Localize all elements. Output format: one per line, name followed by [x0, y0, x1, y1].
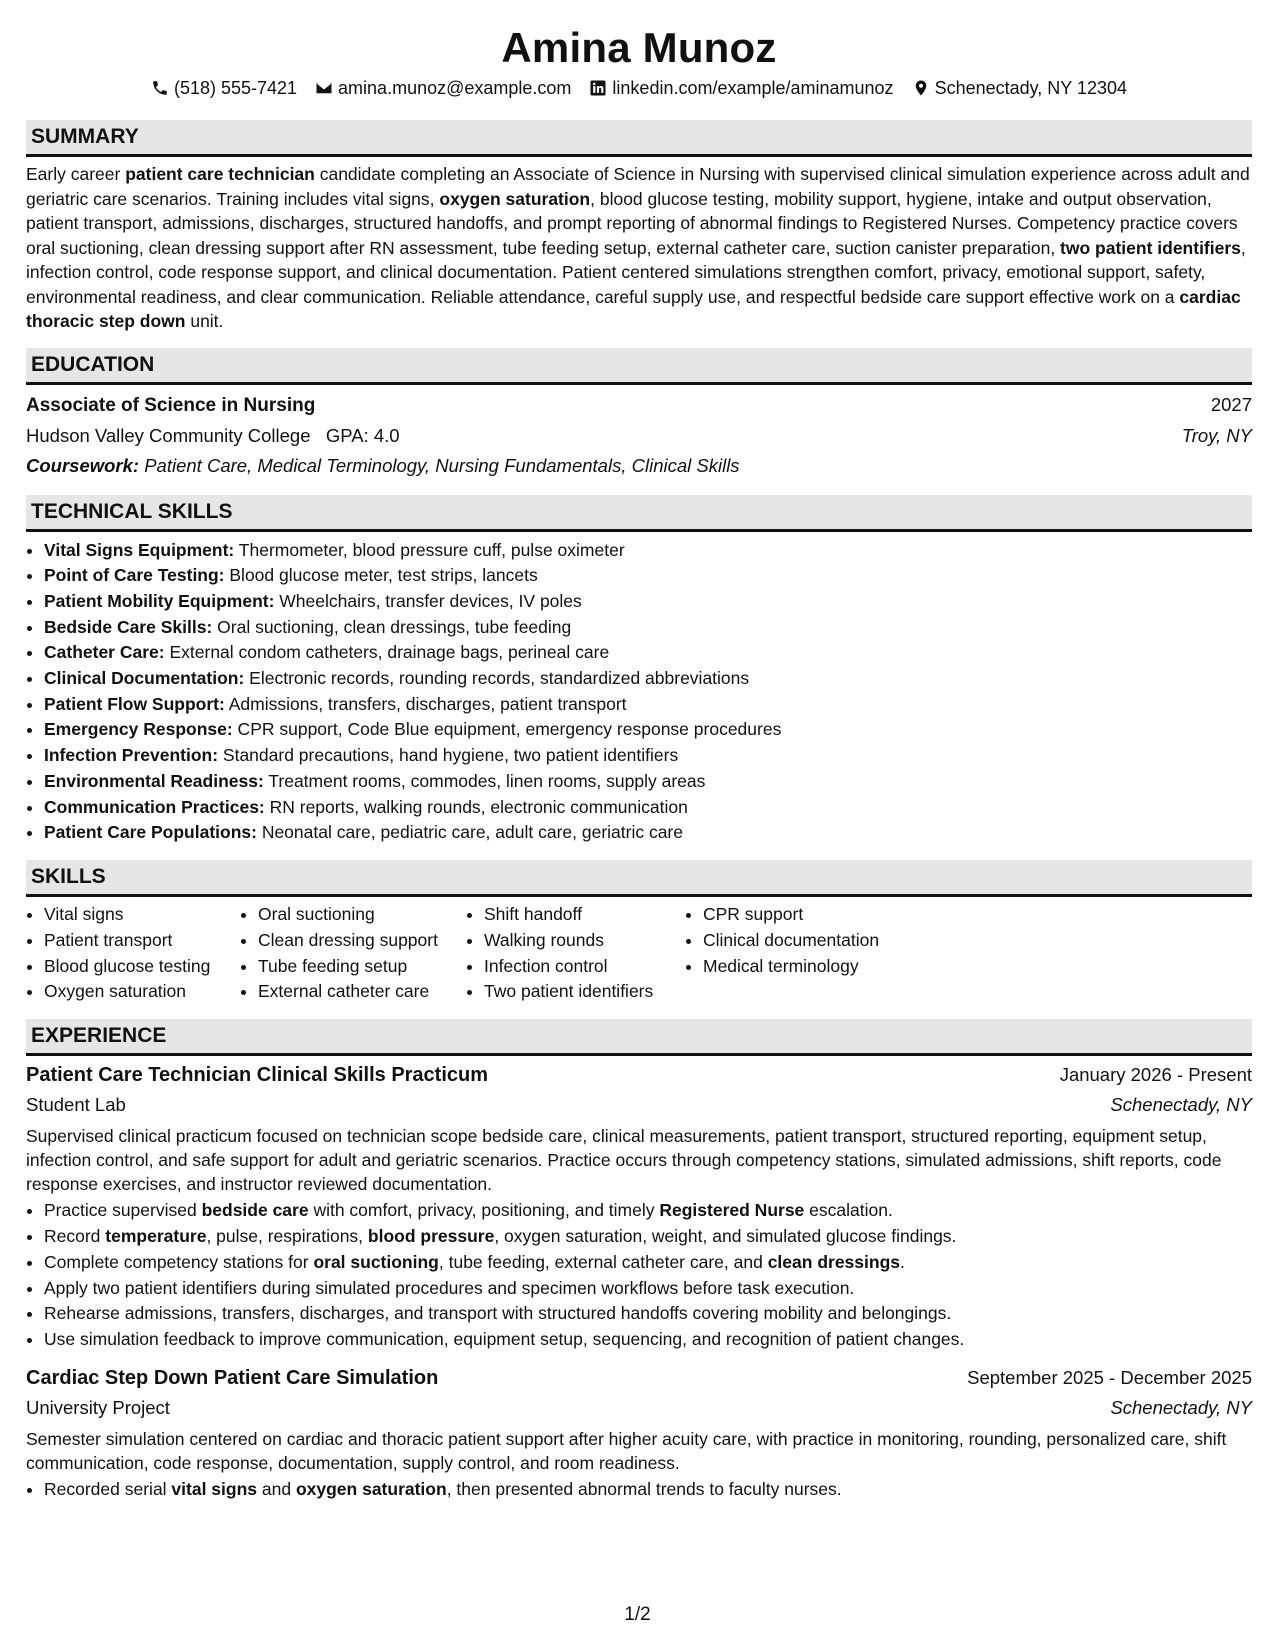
technical-skill-item — [44, 795, 1252, 821]
text-run: candidate completing an Associate of Science in Nursing with supervised clinical simulation experience across adult and geriatric care scenarios. Training includes vital signs, — [26, 164, 1250, 209]
technical-skill-item — [44, 615, 1252, 641]
experience-description: Semester simulation centered on cardiac and thoracic patient support after higher acuity care, with practice in monitoring, rounding, personalized care, shift communication, code response, documentation, supply control, and room readiness. — [26, 1428, 1227, 1473]
bold-text: oral suctioning — [313, 1251, 439, 1272]
skills-grid — [26, 902, 1252, 1005]
skill-item: • CPR support — [703, 902, 985, 928]
text-run: , tube feeding, external catheter care, and — [438, 1251, 768, 1272]
text-run: , blood glucose testing, mobility support, hygiene, intake and output observation, patient transport, admissions, discharges, structured handoffs, and prompt reporting of abnormal findings to Registered Nurses. Competency practice covers oral suctioning, clean dressing support after RN assessment, tube feeding setup, external catheter care, suction canister preparation, — [26, 188, 1238, 258]
skills-column — [240, 902, 466, 1005]
technical-skill-label: Environmental Readiness: — [44, 770, 264, 791]
skills-column — [685, 902, 985, 1005]
technical-skill-label: Patient Mobility Equipment: — [44, 590, 275, 611]
experience-org: Student Lab — [26, 1094, 126, 1116]
education-school: Hudson Valley Community College — [26, 424, 311, 446]
text-run: , infection control, code response support, and clinical documentation. Patient centered simulations strengthen comfort, privacy, emotional support, safety, environmental readiness, and clear communication. Reliable attendance, careful supply use, and respectful bedside care support effective work on a — [26, 237, 1246, 307]
skill-item: • Tube feeding setup — [258, 954, 466, 980]
bold-text: clean dressings — [767, 1251, 900, 1272]
technical-skill-item — [44, 538, 1252, 564]
skills-header: SKILLS — [26, 860, 1252, 897]
experience-entry — [26, 1359, 1252, 1503]
technical-skill-label: Patient Flow Support: — [44, 693, 225, 714]
linkedin-icon — [589, 79, 607, 97]
experience-location: Schenectady, NY — [1110, 1396, 1252, 1418]
envelope-icon — [315, 79, 333, 97]
bold-text: oxygen saturation — [439, 188, 591, 209]
email-link[interactable]: amina.munoz@example.com — [338, 78, 572, 98]
technical-skills-header: TECHNICAL SKILLS — [26, 495, 1252, 532]
linkedin-link[interactable]: linkedin.com/example/aminamunoz — [612, 78, 894, 98]
summary-header: SUMMARY — [26, 120, 1252, 157]
contact-phone — [151, 76, 297, 100]
skill-item: • Vital signs — [44, 902, 240, 928]
technical-skill-value: Electronic records, rounding records, standardized abbreviations — [244, 668, 750, 689]
contact-location — [912, 76, 1127, 100]
phone-icon — [151, 79, 169, 97]
technical-skill-value: Wheelchairs, transfer devices, IV poles — [274, 590, 582, 611]
experience-bullets — [26, 1198, 1252, 1353]
bold-text: oxygen saturation — [295, 1478, 447, 1499]
skill-item: • Oxygen saturation — [44, 979, 240, 1005]
experience-description: Supervised clinical practicum focused on technician scope bedside care, clinical measurements, patient transport, structured reporting, equipment setup, infection control, and safe support for adult and geriatric scenarios. Practice occurs through competency stations, simulated admissions, shift reports, code response exercises, and instructor reviewed documentation. — [26, 1126, 1222, 1195]
education-header: EDUCATION — [26, 348, 1252, 385]
contact-linkedin[interactable] — [589, 76, 893, 100]
technical-skill-value: Blood glucose meter, test strips, lancets — [224, 565, 538, 586]
education-degree: Associate of Science in Nursing — [26, 394, 316, 416]
experience-title: Cardiac Step Down Patient Care Simulation — [26, 1366, 439, 1389]
experience-bullet — [44, 1276, 1252, 1302]
text-run: unit. — [185, 311, 224, 331]
experience-bullets — [26, 1477, 1252, 1503]
technical-skill-label: Catheter Care: — [44, 642, 165, 663]
phone-text: (518) 555-7421 — [173, 78, 298, 98]
text-run: Recorded serial — [44, 1478, 172, 1499]
contact-email[interactable] — [315, 76, 571, 100]
technical-skill-item — [44, 820, 1252, 846]
coursework-label: Coursework: — [26, 454, 140, 476]
experience-org: University Project — [26, 1396, 170, 1418]
bold-text: cardiac thoracic step down — [26, 286, 1241, 331]
education-coursework — [26, 451, 1252, 481]
experience-bullet — [44, 1198, 1252, 1224]
technical-skill-value: Oral suctioning, clean dressings, tube feeding — [212, 616, 572, 637]
skill-item: • Blood glucose testing — [44, 954, 240, 980]
technical-skill-item — [44, 717, 1252, 743]
skills-column — [466, 902, 685, 1005]
skill-item: • Clean dressing support — [258, 928, 466, 954]
experience-bullet — [44, 1224, 1252, 1250]
experience-list — [26, 1056, 1252, 1503]
coursework-list: Patient Care, Medical Terminology, Nursing Fundamentals, Clinical Skills — [139, 454, 740, 476]
location-text: Schenectady, NY 12304 — [934, 78, 1128, 98]
experience-bullet — [44, 1477, 1252, 1503]
text-run: Use simulation feedback to improve communication, equipment setup, sequencing, and recognition of patient changes. — [44, 1329, 965, 1350]
text-run: , oxygen saturation, weight, and simulated glucose findings. — [494, 1225, 957, 1246]
page-number: 1/2 — [624, 1604, 651, 1625]
technical-skill-value: Standard precautions, hand hygiene, two patient identifiers — [218, 745, 679, 766]
experience-date: January 2026 - Present — [1059, 1064, 1252, 1086]
experience-entry — [26, 1056, 1252, 1353]
contact-bar — [26, 76, 1252, 100]
technical-skill-label: Patient Care Populations: — [44, 822, 257, 843]
technical-skill-value: External condom catheters, drainage bags, perineal care — [164, 642, 610, 663]
technical-skill-label: Bedside Care Skills: — [44, 616, 213, 637]
bold-text: Registered Nurse — [659, 1200, 805, 1221]
technical-skill-item — [44, 743, 1252, 769]
bold-text: vital signs — [171, 1478, 258, 1499]
technical-skill-label: Vital Signs Equipment: — [44, 539, 235, 560]
skill-item: • Oral suctioning — [258, 902, 466, 928]
summary-paragraph — [26, 162, 1252, 334]
text-run: Apply two patient identifiers during simulated procedures and specimen workflows before task execution. — [44, 1277, 855, 1298]
technical-skill-value: RN reports, walking rounds, electronic communication — [264, 796, 688, 817]
skill-item: • Two patient identifiers — [484, 979, 685, 1005]
skill-item: • Shift handoff — [484, 902, 685, 928]
experience-bullet — [44, 1250, 1252, 1276]
text-run: Practice supervised — [44, 1200, 202, 1221]
skills-column — [26, 902, 240, 1005]
bold-text: bedside care — [201, 1200, 309, 1221]
map-pin-icon — [912, 79, 930, 97]
resume-content — [26, 22, 1252, 1503]
text-run: and — [257, 1478, 296, 1499]
skill-item: • Medical terminology — [703, 954, 985, 980]
bold-text: patient care technician — [125, 164, 315, 184]
bold-text: blood pressure — [367, 1225, 495, 1246]
technical-skill-value: Admissions, transfers, discharges, patient transport — [224, 693, 627, 714]
text-run: escalation. — [804, 1200, 893, 1221]
technical-skill-item — [44, 666, 1252, 692]
technical-skill-item — [44, 589, 1252, 615]
technical-skill-item — [44, 692, 1252, 718]
text-run: Record — [44, 1225, 106, 1246]
skill-item: • Clinical documentation — [703, 928, 985, 954]
skill-item: • Patient transport — [44, 928, 240, 954]
education-school-line — [26, 421, 400, 451]
skill-item: • Infection control — [484, 954, 685, 980]
text-run: Complete competency stations for — [44, 1251, 314, 1272]
text-run: Early career — [26, 164, 126, 184]
skill-item: • External catheter care — [258, 979, 466, 1005]
experience-date: September 2025 - December 2025 — [967, 1366, 1252, 1388]
technical-skill-label: Communication Practices: — [44, 796, 265, 817]
text-run: with comfort, privacy, positioning, and timely — [308, 1200, 660, 1221]
experience-header: EXPERIENCE — [26, 1019, 1252, 1056]
technical-skill-label: Infection Prevention: — [44, 745, 219, 766]
education-gpa: GPA: 4.0 — [325, 424, 400, 446]
technical-skill-value: Neonatal care, pediatric care, adult care, geriatric care — [256, 822, 683, 843]
technical-skill-label: Emergency Response: — [44, 719, 233, 740]
experience-bullet — [44, 1327, 1252, 1353]
education-year: 2027 — [1210, 393, 1252, 415]
technical-skill-value: CPR support, Code Blue equipment, emergency response procedures — [232, 719, 782, 740]
text-run: . — [900, 1251, 905, 1272]
education-entry — [26, 390, 1252, 481]
text-run: , then presented abnormal trends to faculty nurses. — [446, 1478, 842, 1499]
technical-skill-item — [44, 640, 1252, 666]
text-run: , pulse, respirations, — [206, 1225, 368, 1246]
experience-bullet — [44, 1301, 1252, 1327]
bold-text: two patient identifiers — [1060, 237, 1241, 258]
experience-location: Schenectady, NY — [1110, 1094, 1252, 1116]
technical-skill-label: Point of Care Testing: — [44, 565, 225, 586]
bold-text: temperature — [105, 1225, 207, 1246]
technical-skill-value: Thermometer, blood pressure cuff, pulse oximeter — [234, 539, 625, 560]
candidate-name: Amina Munoz — [501, 24, 777, 71]
education-location: Troy, NY — [1181, 424, 1252, 446]
technical-skill-item — [44, 769, 1252, 795]
technical-skills-list — [26, 538, 1252, 846]
experience-title: Patient Care Technician Clinical Skills Practicum — [26, 1064, 489, 1087]
technical-skill-label: Clinical Documentation: — [44, 668, 245, 689]
technical-skill-item — [44, 563, 1252, 589]
skill-item: • Walking rounds — [484, 928, 685, 954]
technical-skill-value: Treatment rooms, commodes, linen rooms, supply areas — [263, 770, 706, 791]
text-run: Rehearse admissions, transfers, discharges, and transport with structured handoffs covering mobility and belongings. — [44, 1303, 952, 1324]
